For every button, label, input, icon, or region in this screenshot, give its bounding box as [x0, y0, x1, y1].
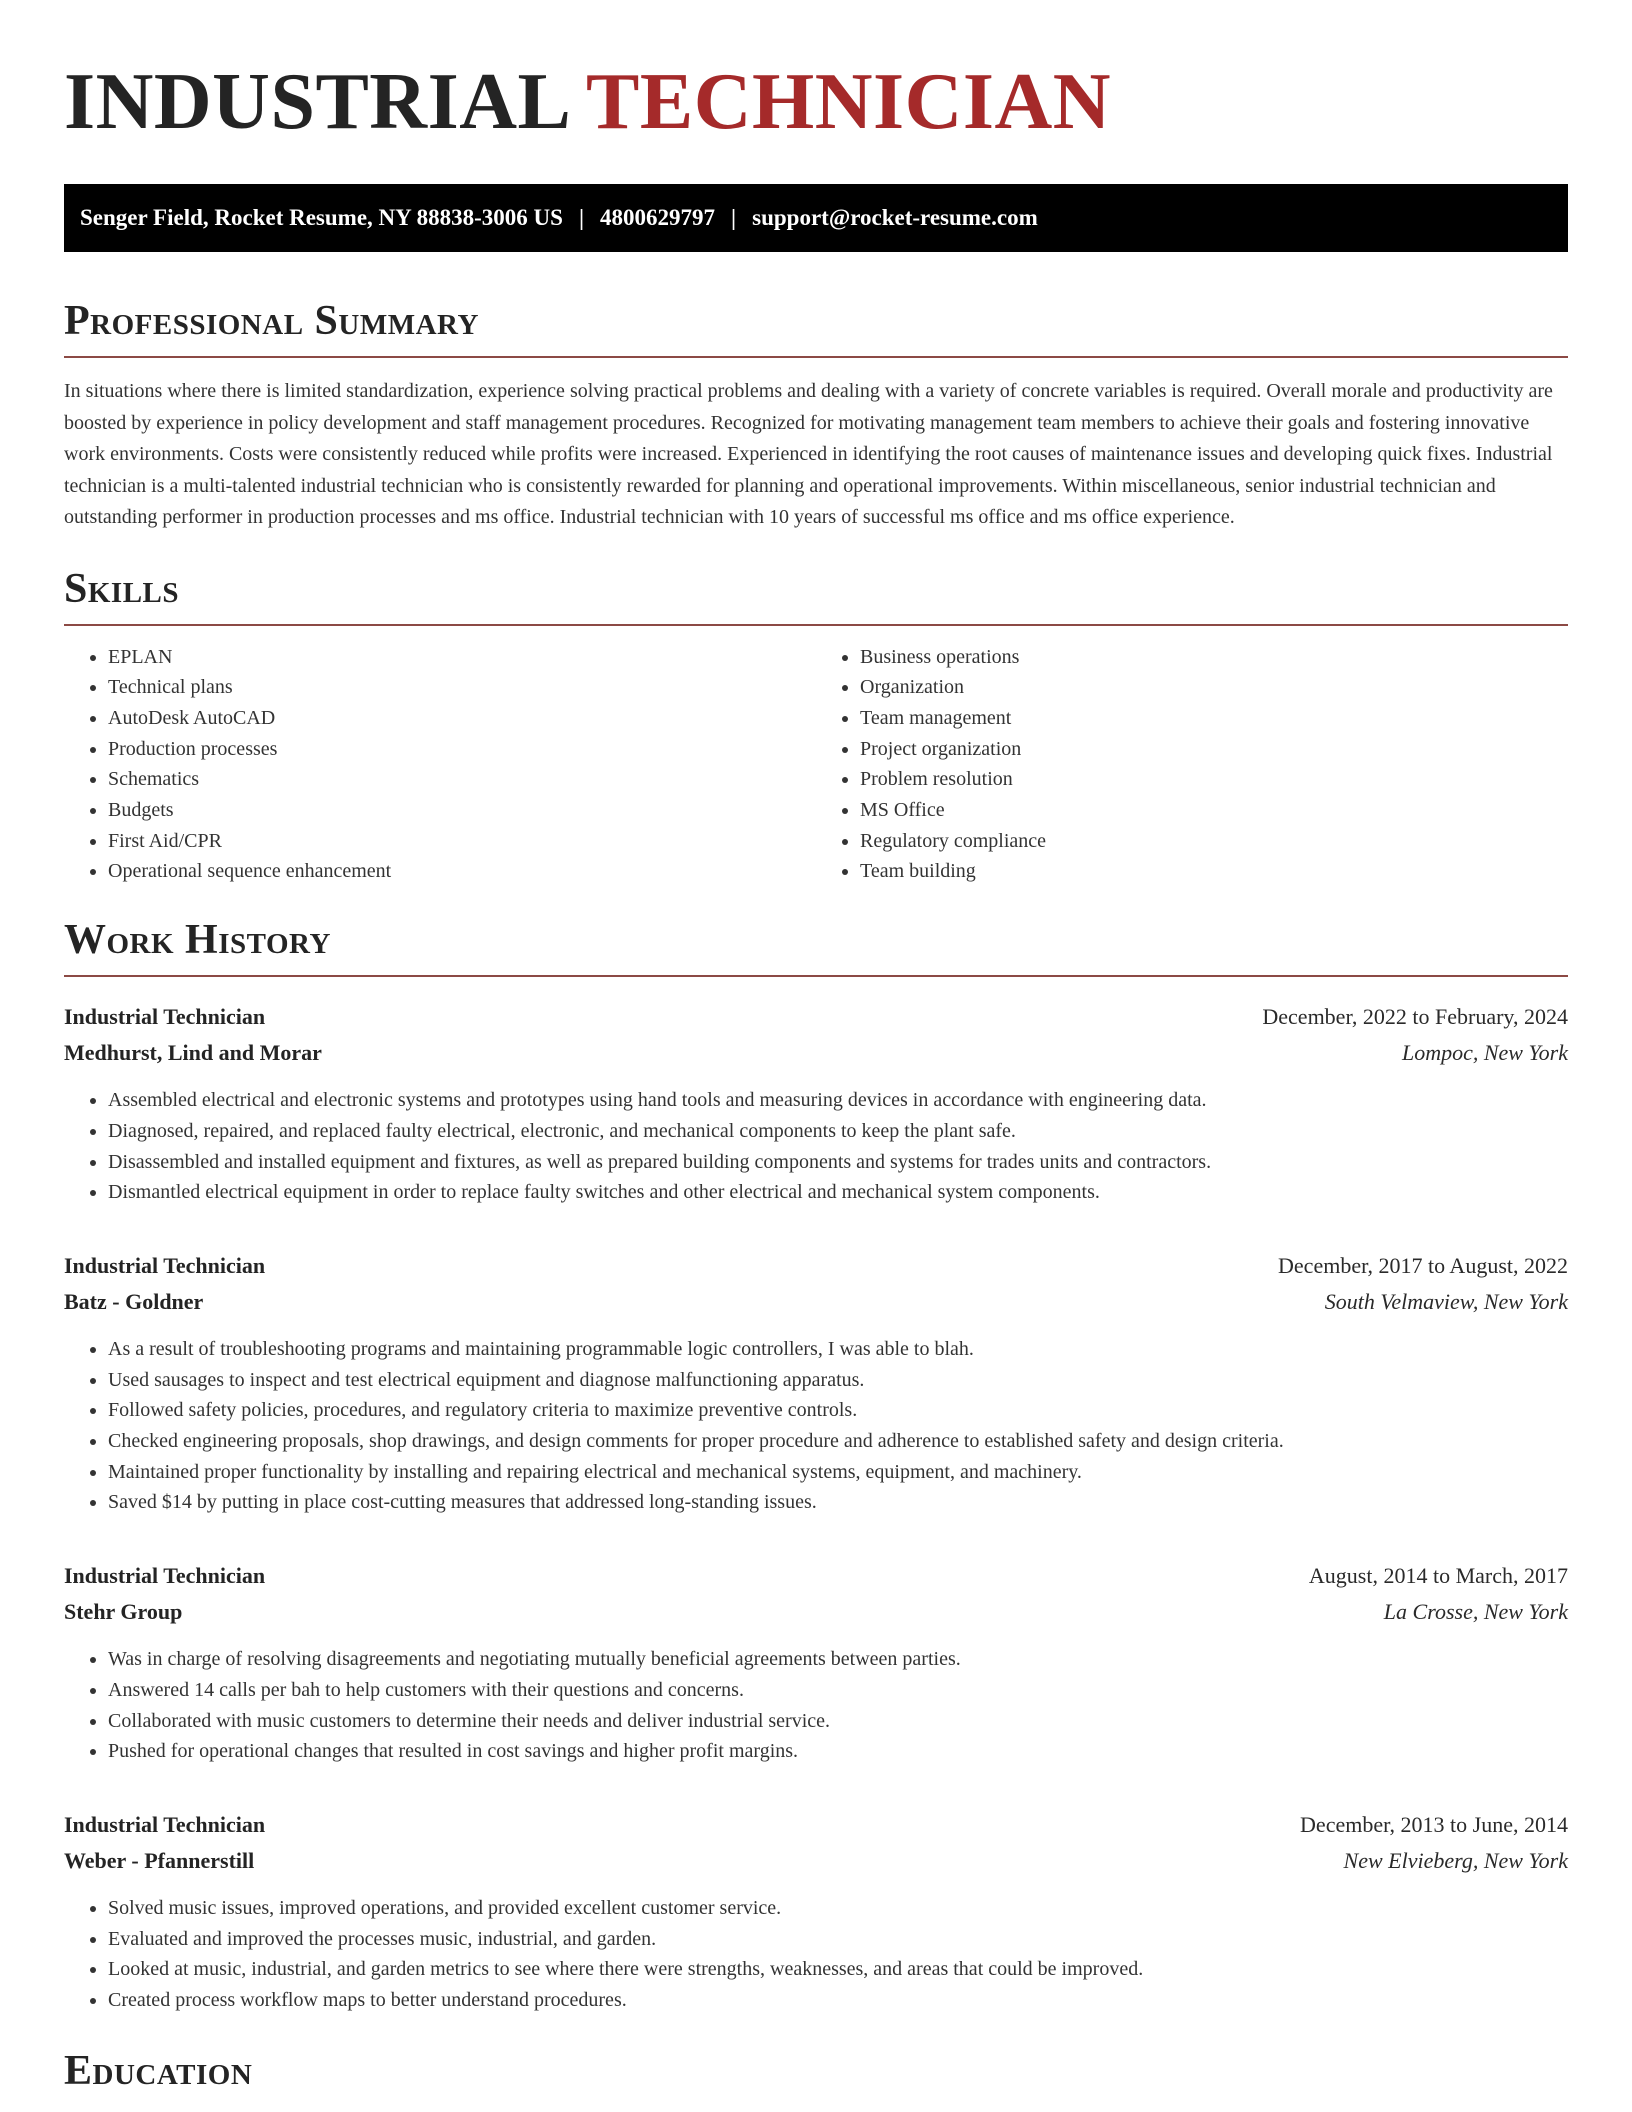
skill-item: • Technical plans: [108, 672, 816, 703]
job-bullet: • Checked engineering proposals, shop drawings, and design comments for proper procedure and adherence to established safety and design criteria.: [108, 1426, 1568, 1457]
job-location: South Velmaview, New York: [1324, 1288, 1568, 1314]
skill-item: • Regulatory compliance: [860, 826, 1568, 857]
skill-item: • Operational sequence enhancement: [108, 856, 816, 887]
skill-item: • Problem resolution: [860, 764, 1568, 795]
job-company: Weber - Pfannerstill: [64, 1847, 255, 1873]
job-bullet: • Dismantled electrical equipment in order to replace faulty switches and other electrical and mechanical system components.: [108, 1177, 1568, 1208]
job-title: Industrial Technician: [64, 1252, 266, 1278]
skill-item: • Organization: [860, 672, 1568, 703]
job-entry: [64, 1558, 1568, 1767]
job-bullets: [64, 1334, 1568, 1518]
job-entry: [64, 1248, 1568, 1518]
job-bullet: • Was in charge of resolving disagreements and negotiating mutually beneficial agreements between parties.: [108, 1644, 1568, 1675]
skill-item: • Budgets: [108, 795, 816, 826]
title-last-word: TECHNICIAN: [586, 58, 1112, 146]
job-location: Lompoc, New York: [1401, 1040, 1568, 1066]
skills-right-list: [816, 642, 1568, 888]
job-bullets: [64, 1644, 1568, 1767]
skill-item: • Team building: [860, 856, 1568, 887]
job-entry: [64, 1807, 1568, 2016]
job-dates: December, 2022 to February, 2024: [1262, 1004, 1568, 1030]
skill-item: • Project organization: [860, 734, 1568, 765]
job-bullet: • Saved $14 by putting in place cost-cutting measures that addressed long-standing issues.: [108, 1487, 1568, 1518]
skill-item: • EPLAN: [108, 642, 816, 673]
contact-bar: [64, 184, 1568, 252]
skill-item: • MS Office: [860, 795, 1568, 826]
job-bullet: • Collaborated with music customers to determine their needs and deliver industrial service.: [108, 1706, 1568, 1737]
skills-left-list: [64, 642, 816, 888]
title-first-word: INDUSTRIAL: [64, 58, 567, 146]
skill-item: • First Aid/CPR: [108, 826, 816, 857]
job-entry: [64, 999, 1568, 1208]
job-bullet: • Answered 14 calls per bah to help customers with their questions and concerns.: [108, 1675, 1568, 1706]
job-dates: December, 2013 to June, 2014: [1300, 1811, 1568, 1837]
job-bullet: • Diagnosed, repaired, and replaced faulty electrical, electronic, and mechanical components to keep the plant safe.: [108, 1116, 1568, 1147]
skill-item: • AutoDesk AutoCAD: [108, 703, 816, 734]
job-bullet: • Looked at music, industrial, and garden metrics to see where there were strengths, weaknesses, and areas that could be improved.: [108, 1954, 1568, 1985]
skills-heading: Skills: [64, 568, 1568, 626]
contact-email[interactable]: support@rocket-resume.com: [752, 205, 1038, 230]
job-bullet: • As a result of troubleshooting programs and maintaining programmable logic controllers, I was able to blah.: [108, 1334, 1568, 1365]
job-company: Batz - Goldner: [64, 1288, 204, 1314]
job-bullet: • Solved music issues, improved operations, and provided excellent customer service.: [108, 1893, 1568, 1924]
job-location: La Crosse, New York: [1383, 1599, 1568, 1625]
contact-phone: 4800629797: [600, 205, 716, 230]
job-company: Stehr Group: [64, 1599, 183, 1625]
job-title: Industrial Technician: [64, 1563, 266, 1589]
contact-address: Senger Field, Rocket Resume, NY 88838-3006 US: [80, 205, 563, 230]
job-bullet: • Maintained proper functionality by installing and repairing electrical and mechanical systems, equipment, and machinery.: [108, 1457, 1568, 1488]
job-title: Industrial Technician: [64, 1811, 266, 1837]
work-history-heading: Work History: [64, 919, 1568, 977]
skill-item: • Schematics: [108, 764, 816, 795]
job-bullet: • Evaluated and improved the processes music, industrial, and garden.: [108, 1924, 1568, 1955]
job-dates: December, 2017 to August, 2022: [1278, 1252, 1568, 1278]
contact-separator: |: [731, 205, 737, 230]
job-bullet: • Disassembled and installed equipment and fixtures, as well as prepared building components and systems for trades units and contractors.: [108, 1147, 1568, 1178]
job-bullet: • Followed safety policies, procedures, and regulatory criteria to maximize preventive controls.: [108, 1395, 1568, 1426]
skill-item: • Production processes: [108, 734, 816, 765]
skills-columns: [64, 642, 1568, 888]
job-bullets: [64, 1085, 1568, 1208]
job-title: Industrial Technician: [64, 1004, 266, 1030]
job-bullets: [64, 1893, 1568, 2016]
job-company: Medhurst, Lind and Morar: [64, 1040, 322, 1066]
job-bullet: • Created process workflow maps to better understand procedures.: [108, 1985, 1568, 2016]
skill-item: • Business operations: [860, 642, 1568, 673]
job-dates: August, 2014 to March, 2017: [1308, 1563, 1568, 1589]
skill-item: • Team management: [860, 703, 1568, 734]
summary-text: In situations where there is limited standardization, experience solving practical problems and dealing with a variety of concrete variables is required. Overall morale and productivity are boosted by experience in policy development and staff management procedures. Recognized for motivating management team members to achieve their goals and fostering innovative work environments. Costs were consistently reduced while profits were increased. Experienced in identifying the root causes of maintenance issues and developing quick fixes. Industrial technician is a multi-talented industrial technician who is consistently rewarded for planning and operational improvements. Within miscellaneous, senior industrial technician and outstanding performer in production processes and ms office. Industrial technician with 10 years of successful ms office and ms office experience.: [64, 380, 1553, 528]
job-bullet: • Pushed for operational changes that resulted in cost savings and higher profit margins.: [108, 1736, 1568, 1767]
summary-heading: Professional Summary: [64, 300, 1568, 358]
education-heading: Education: [64, 2047, 253, 2094]
job-bullet: • Assembled electrical and electronic systems and prototypes using hand tools and measuring devices in accordance with engineering data.: [108, 1085, 1568, 1116]
job-location: New Elvieberg, New York: [1343, 1847, 1568, 1873]
resume-title: [64, 54, 1568, 160]
job-bullet: • Used sausages to inspect and test electrical equipment and diagnose malfunctioning apparatus.: [108, 1365, 1568, 1396]
contact-separator: |: [578, 205, 585, 230]
